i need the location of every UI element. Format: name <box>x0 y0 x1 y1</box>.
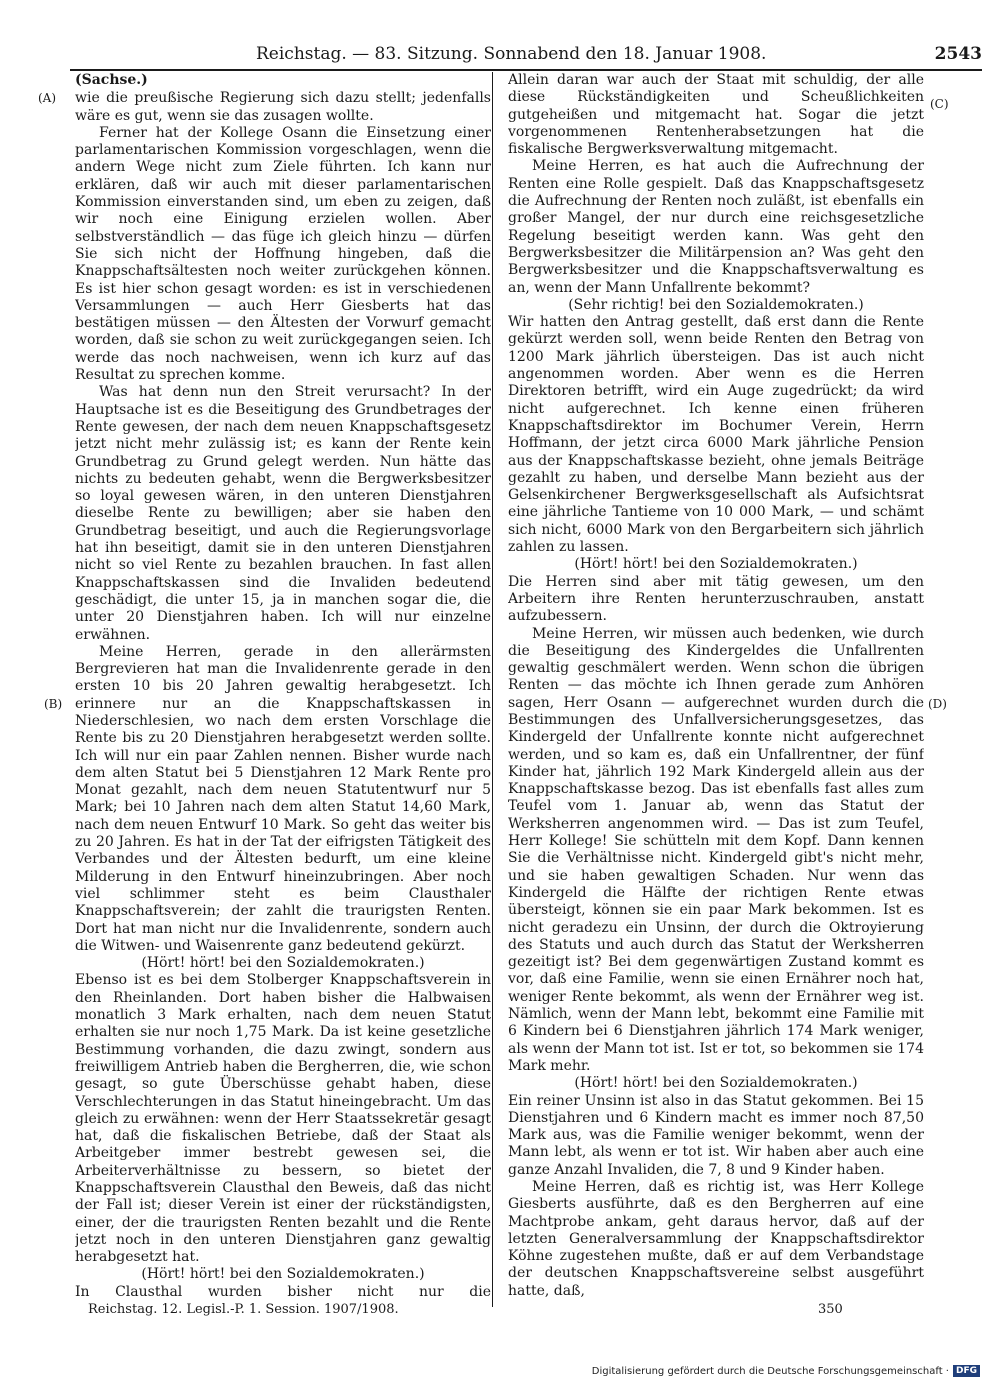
paragraph: Wir hatten den Antrag gestellt, daß erst dann die Rente gekürzt werden soll, wenn beide Renten den Betrag von 1200 Mark jährlich übersteigen. Das ist auch nicht angenommen worden. Aber wenn es die Herren Direktoren betrifft, wird ein Auge zugedrückt; da wird nicht aufgerechnet. Ich kenne einen früheren Knappschaftsdirektor im Bochumer Verein, Herrn Hoffmann, der jetzt circa 6000 Mark jährliche Pension aus der Knappschaftskasse bezieht, ohne jemals Beiträge gezahlt zu haben, und derselbe Mann bezieht aus der Gelsenkirchener Bergwerksgesellschaft als Aufsichtsrat eine jährliche Tantieme von 10 000 Mark, — und schämt sich nicht, 6000 Mark von den Bergarbeitern sich jährlich zahlen zu lassen. <box>508 314 924 556</box>
interjection: (Hört! hört! bei den Sozialdemokraten.) <box>574 556 858 573</box>
interjection: (Hört! hört! bei den Sozialdemokraten.) <box>141 955 425 972</box>
margin-mark-b: (B) <box>44 697 63 711</box>
page-number: 2543 <box>934 44 982 64</box>
dfg-logo: DFG <box>953 1365 980 1377</box>
footer-sheet-number: 350 <box>818 1302 843 1317</box>
margin-mark-c: (C) <box>930 97 949 111</box>
interjection: (Sehr richtig! bei den Sozialdemokraten.) <box>568 296 864 313</box>
credit-text: Digitalisierung gefördert durch die Deutsche Forschungsgemeinschaft · <box>591 1365 949 1377</box>
running-header <box>70 44 982 68</box>
paragraph: Die Herren sind aber mit tätig gewesen, um den Arbeitern ihre Renten herunterzuschrauben, anstatt aufzubessern. <box>508 573 924 625</box>
header-title: Reichstag. — 83. Sitzung. Sonnabend den 18. Januar 1908. <box>256 44 767 64</box>
paragraph: In Clausthal wurden bisher nicht nur die <box>75 1283 491 1300</box>
interjection: (Hört! hört! bei den Sozialdemokraten.) <box>574 1075 858 1092</box>
footer-session-info: Reichstag. 12. Legisl.-P. 1. Session. 1907/1908. <box>88 1302 399 1317</box>
paragraph: Meine Herren, gerade in den allerärmsten Bergrevieren hat man die Invalidenrente gerade in den ersten 10 bis 20 Jahren gewaltig herabgesetzt. Ich erinnere nur an die Knappschaftskassen in Niederschlesien, wo nach dem ersten Vorschlage die Rente bis zu 20 Dienstjahren herabgesetzt werden sollte. Ich will nur ein paar Zahlen nennen. Bisher wurde nach dem alten Statut bei 5 Dienstjahren 12 Mark Rente pro Monat gezahlt, nach dem neuen Statutentwurf nur 5 Mark; bei 10 Jahren nach dem alten Statut 14,60 Mark, nach dem neuen Entwurf 10 Mark. So geht das weiter bis zu 20 Jahren. Es hat in der Tat der eifrigsten Tätigkeit des Verbandes und der Ältesten bedurft, um eine kleine Milderung in den Entwurf hineinzubringen. Aber noch viel schlimmer steht es beim Clausthaler Knappschaftsverein; der zahlt die traurigsten Renten. Dort hat man nicht nur die Invalidenrente, sondern auch die Witwen- und Waisenrente ganz bedeutend gekürzt. <box>75 643 491 954</box>
interjection: (Hört! hört! bei den Sozialdemokraten.) <box>141 1266 425 1283</box>
left-column <box>75 72 491 1302</box>
margin-mark-a: (A) <box>38 91 57 105</box>
paragraph: Allein daran war auch der Staat mit schuldig, der alle diese Rückständigkeiten und Scheußlichkeiten gutgeheißen und mitgemacht hat. Sogar die jetzt vorgenommenen Rentenherabsetzungen hat die fiskalische Bergwerksverwaltung mitgemacht. <box>508 72 924 158</box>
paragraph: Ferner hat der Kollege Osann die Einsetzung einer parlamentarischen Kommission vorgeschlagen, wenn die andern Wege nicht zum Ziele führten. Ich kann nur erklären, daß wir auch mit dieser parlamentarischen Kommission einverstanden sind, um eben zu zeigen, daß wir noch eine Einigung erzielen wollen. Aber selbstverständlich — das füge ich gleich hinzu — dürfen Sie sich nicht der Hoffnung hingeben, daß die Knappschaftsältesten noch weiter zurückgehen können. Es ist hier schon gesagt worden: es ist in verschiedenen Versammlungen — auch Herr Giesberts hat das bestätigen müssen — den Ältesten der Vorwurf gemacht worden, daß sie schon zu weit zurückgegangen seien. Ich werde das noch nachweisen, wenn ich kurz auf das Resultat zu sprechen komme. <box>75 124 491 384</box>
paragraph: wie die preußische Regierung sich dazu stellt; jedenfalls wäre es gut, wenn sie das zusagen wollte. <box>75 90 491 124</box>
digitization-credit <box>592 1365 980 1377</box>
column-divider <box>492 72 493 1307</box>
paragraph: Ein reiner Unsinn ist also in das Statut gekommen. Bei 15 Dienstjahren und 6 Kindern macht es immer noch 87,50 Mark aus, was die Familie weniger bekommt, wenn der Mann lebt, als wenn er tot ist. Wir haben aber auch eine ganze Anzahl Invaliden, die 7, 8 und 9 Kinder haben. <box>508 1092 924 1178</box>
margin-mark-d: (D) <box>928 697 947 711</box>
right-column <box>508 72 924 1302</box>
speaker-label: (Sachse.) <box>75 72 148 88</box>
paragraph: Was hat denn nun den Streit verursacht? In der Hauptsache ist es die Beseitigung des Grundbetrages der Rente gewesen, der nach dem neuen Knappschaftsgesetz jetzt nicht mehr zulässig ist; es kann der Rente kein Grundbetrag zu Grund gelegt werden. Nun hätte das nichts zu bedeuten gehabt, wenn die Bergwerksbesitzer so loyal gewesen wären, in den unteren Dienstjahren dieselbe Rente zu bewilligen; aber sie haben den Grundbetrag beseitigt, und auch die Regierungsvorlage hat ihn beseitigt, damit sie in den unteren Dienstjahren nicht so viel Rente zu bezahlen brauchen. In fast allen Knappschaftskassen sind die Invaliden bedeutend geschädigt, die unter 15, ja in manchen sogar die, die unter 20 Dienstjahren haben. Ich will nur einzelne erwähnen. <box>75 384 491 643</box>
paragraph: Meine Herren, es hat auch die Aufrechnung der Renten eine Rolle gespielt. Daß das Knappschaftsgesetz die Aufrechnung der Renten noch zuläßt, ist ebenfalls ein großer Mangel, der nur durch eine reichsgesetzliche Regelung beseitigt werden kann. Was geht den Bergwerksbesitzer die Militärpension an? Was geht den Bergwerksbesitzer und die Knappschaftsverwaltung es an, wenn der Mann Unfallrente bekommt? <box>508 158 924 296</box>
header-rule <box>70 69 982 71</box>
paragraph: Meine Herren, wir müssen auch bedenken, wie durch die Beseitigung des Kindergeldes die Unfallrenten gewaltig geschmälert werden. Wenn schon die übrigen Renten — das möchte ich Ihnen gerade zum Anhören sagen, Herr Osann — aufgerechnet wurden durch die Bestimmungen des Unfallversicherungsgesetzes, das Kindergeld der Unfallrente konnte nicht aufgerechnet werden, und so kam es, daß ein Unfallrentner, der fünf Kinder hat, jährlich 192 Mark Kindergeld allein aus der Knappschaftskasse bezog. Das ist ebenfalls fast alles zum Teufel vom 1. Januar ab, wenn das Statut der Werksherren angenommen wird. — Das ist zum Teufel, Herr Kollege! Sie schütteln mit dem Kopf. Dann kennen Sie die Verhältnisse nicht. Kindergeld gibt's nicht mehr, und sie haben gewaltigen Schaden. Nur wenn das Kindergeld die Hälfte der richtigen Rente etwas übersteigt, können sie ein paar Mark bekommen. Ist es nicht geradezu ein Unsinn, der durch die Oktroyierung des Statuts und auch durch das Statut der Werksherren gezeitigt ist? Bei dem gegenwärtigen Zustand kommt es vor, daß eine Familie, wenn sie einen Ernährer noch hat, weniger Rente bekommt, als wenn der Ernährer weg ist. Nämlich, wenn der Mann lebt, bekommt eine Familie mit 6 Kindern bei 6 Dienstjahren jährlich 174 Mark weniger, als wenn der Mann tot ist. Ist er tot, so bekommen sie 174 Mark mehr. <box>508 625 924 1074</box>
paragraph: Ebenso ist es bei dem Stolberger Knappschaftsverein in den Rheinlanden. Dort haben bisher die Halbwaisen monatlich 3 Mark erhalten, nach dem neuen Statut erhalten sie nur noch 1,75 Mark. Da ist keine gesetzliche Bestimmung vorhanden, die dazu zwingt, sondern aus freiwilligem Antrieb haben die Bergherren, die, wie schon gesagt, so gute Überschüsse gehabt haben, diese Verschlechterungen in das Statut hineingebracht. Um das gleich zu erwähnen: wenn der Herr Staatssekretär gesagt hat, daß die fiskalischen Betriebe, daß der Staat als Arbeitgeber immer bestrebt gewesen sei, die Arbeiterverhältnisse zu bessern, so bietet der Knappschaftsverein Clausthal den Beweis, daß das nicht der Fall ist; dieser Verein ist einer der rückständigsten, einer, der die traurigsten Renten bezahlt und die Rente jetzt noch in den unteren Dienstjahren ganz gewaltig herabgesetzt hat. <box>75 972 491 1266</box>
paragraph: Meine Herren, daß es richtig ist, was Herr Kollege Giesberts ausführte, daß es den Bergherren auf eine Machtprobe ankam, geht daraus hervor, daß auf der letzten Generalversammlung der Knappschaftsdirektor Köhne zugestehen mußte, daß er auf dem Verbandstage der deutschen Knappschaftsvereine selbst ausgeführt hatte, daß, <box>508 1179 924 1299</box>
